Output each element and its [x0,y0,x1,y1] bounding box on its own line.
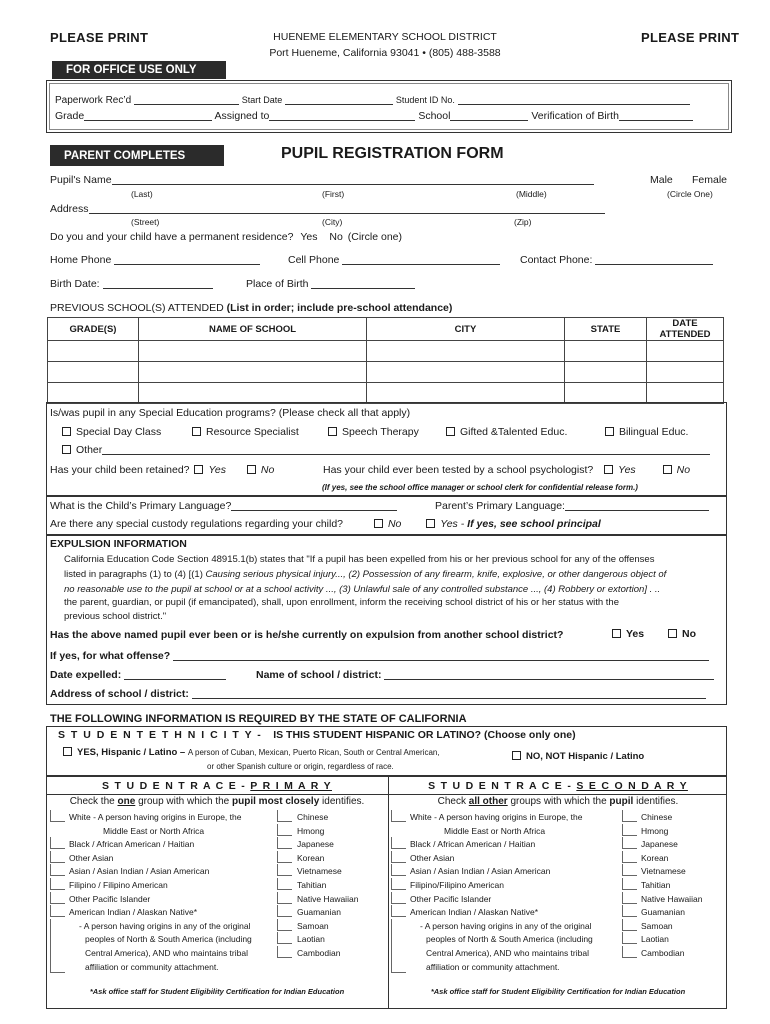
expelled-yes[interactable]: Yes [612,628,644,640]
office-row-2 [55,110,693,122]
race-subgroup-label: Laotian [297,934,325,945]
checkbox[interactable] [446,427,455,436]
custody-question: Are there any special custody regulations regarding your child? [50,518,344,530]
form-title: PUPIL REGISTRATION FORM [281,145,504,162]
race-checkbox[interactable] [277,892,292,904]
race-checkbox[interactable] [391,864,406,876]
secondary-race-instructions: Check all other groups with which the pupil identifies. [437,796,679,807]
expulsion-text-line-5: previous school district." [64,611,167,622]
race-subgroup-label: Native Hawaiian [641,893,703,904]
state-title: THE FOLLOWING INFORMATION IS REQUIRED BY THE STATE OF CALIFORNIA [50,713,467,725]
pupil-name-row [50,174,594,186]
race-checkbox[interactable] [622,946,637,958]
custody-no-label: No [387,518,402,530]
race-checkbox[interactable] [622,851,637,863]
cell-phone-field[interactable] [342,255,500,265]
expulsion-title: EXPULSION INFORMATION [50,538,187,550]
zip-caption: (Zip) [514,217,532,227]
checkbox[interactable] [605,427,614,436]
retained-no-checkbox[interactable] [247,465,256,474]
race-checkbox[interactable] [391,892,406,904]
other-field[interactable] [102,445,710,455]
district-name: HUENEME ELEMENTARY SCHOOL DISTRICT [273,31,497,43]
race-option-label: peoples of North & South America (including [426,934,593,945]
race-checkbox[interactable] [622,837,637,849]
race-checkbox[interactable] [277,932,292,944]
retained-yes-label: Yes [208,464,226,476]
psych-yes-checkbox[interactable] [604,465,613,474]
school-district-row [256,669,714,681]
race-checkbox[interactable] [622,878,637,890]
cell-phone-label: Cell Phone [288,254,340,266]
race-subgroup-label: Vietnamese [297,866,342,877]
hispanic-yes-desc: or other Spanish culture or origin, regardless of race. [207,762,394,771]
address-label: Address [50,203,89,215]
pupil-name-field[interactable] [112,175,594,185]
student-id-field[interactable] [458,95,690,105]
col-grades: GRADE(S) [48,318,139,341]
race-subgroup-label: Tahitian [297,880,327,890]
female-option[interactable]: Female [692,174,728,186]
race-option-label: Middle East or North Africa [444,825,546,836]
street-caption: (Street) [131,217,160,227]
home-phone-field[interactable] [114,255,260,265]
race-checkbox[interactable] [622,905,637,917]
race-checkbox[interactable] [391,919,406,973]
retained-question: Has your child been retained? [50,464,190,476]
race-option-label: Black / African American / Haitian [410,839,536,850]
pupil-name-label: Pupil's Name [50,174,112,186]
hispanic-no-option[interactable]: NO, NOT Hispanic / Latino [512,751,644,762]
col-date-attended: DATE ATTENDED [647,318,724,341]
race-checkbox[interactable] [622,864,637,876]
race-subgroup-label: Chinese [297,812,329,822]
expulsion-text-line-1: California Education Code Section 48915.1(b) states that "If a pupil has been expelled from his or her previous school for any of the offenses [64,554,655,565]
gifted-talented-option[interactable]: Gifted &Talented Educ. [446,426,567,438]
offense-field[interactable] [173,651,709,661]
expulsion-text-line-3: no reasonable use to the pupil at school or at a school activity ..., (3) Unlawful sale of any controlled substance ..., (4) Robbery or extortion] . .. [64,584,661,595]
race-checkbox[interactable] [50,864,65,876]
race-checkbox[interactable] [391,905,406,917]
race-option-label: affiliation or community attachment. [426,961,560,972]
home-phone-row [50,254,260,266]
race-option-label: Filipino / Filipino American [69,880,168,890]
race-subgroup-label: Cambodian [641,948,685,958]
resource-specialist-option[interactable]: Resource Specialist [192,426,299,438]
paperwork-field[interactable] [134,95,239,105]
race-checkbox[interactable] [622,932,637,944]
race-checkbox[interactable] [622,919,637,931]
please-print-right: PLEASE PRINT [641,30,740,45]
race-option-label: Other Asian [410,852,455,863]
race-subgroup-label: Native Hawaiian [297,893,359,904]
other-option[interactable]: Other [62,444,710,456]
race-option-label: peoples of North & South America (including [85,934,252,945]
parent-language-label: Parent’s Primary Language: [435,500,565,512]
table-header-row [48,318,724,341]
permanent-residence-row [50,231,402,243]
race-subgroup-label: Samoan [297,920,329,931]
race-checkbox[interactable] [50,878,65,890]
race-subgroup-label: Vietnamese [641,866,686,877]
race-checkbox[interactable] [277,905,292,917]
previous-schools-table [47,317,724,404]
office-use-box [46,80,732,133]
race-option-label: affiliation or community attachment. [85,961,219,972]
psych-yes-label: Yes [618,464,636,476]
primary-language-row [50,500,397,512]
race-checkbox[interactable] [391,810,406,822]
col-city: CITY [367,318,565,341]
race-subgroup-label: Samoan [641,920,673,931]
secondary-race-title: S T U D E N T R A C E - S E C O N D A R Y [428,780,688,792]
previous-schools-heading [50,302,452,314]
race-option-label: Central America), AND who maintains tribal [426,948,589,958]
student-id-label: Student ID No. [395,95,455,105]
school-address-label: Address of school / district: [50,688,189,700]
hispanic-yes-option[interactable]: YES, Hispanic / Latino – A person of Cuban, Mexican, Puerto Rican, South or Central American, [63,747,440,758]
race-option-label: Central America), AND who maintains tribal [85,948,248,958]
first-caption: (First) [322,189,345,199]
race-option-label: Other Pacific Islander [69,893,151,904]
race-option-label: Middle East or North Africa [103,825,205,836]
primary-race-title: S T U D E N T R A C E - P R I M A R Y [102,780,332,792]
circle-one-caption: (Circle One) [667,189,713,199]
cell-phone-row [288,254,500,266]
retained-row [50,464,274,476]
hispanic-no-checkbox[interactable] [512,751,521,760]
race-checkbox[interactable] [277,837,292,849]
race-divider [388,776,389,1009]
checkbox[interactable] [328,427,337,436]
office-row-1 [55,95,690,106]
hispanic-yes-checkbox[interactable] [63,747,72,756]
assigned-to-label: Assigned to [214,110,270,122]
contact-phone-field[interactable] [595,255,713,265]
ethnicity-row [58,729,576,741]
race-subgroup-label: Laotian [641,934,669,945]
previous-schools-note: (List in order; include pre-school attendance) [226,302,453,314]
race-checkbox[interactable] [277,946,292,958]
primary-footnote: *Ask office staff for Student Eligibility Certification for Indian Education [89,987,345,996]
race-checkbox[interactable] [277,864,292,876]
race-header-line [46,794,727,795]
previous-schools-label: PREVIOUS SCHOOL(S) ATTENDED [50,302,224,314]
permanent-yes[interactable]: Yes [300,231,318,243]
race-subgroup-label: Chinese [641,812,673,822]
ethnicity-label: S T U D E N T E T H N I C I T Y - [58,729,263,741]
psych-question: Has your child ever been tested by a school psychologist? [323,464,594,476]
race-option-label: White - A person having origins in Europe, the [410,812,583,822]
expelled-no[interactable]: No [668,628,696,640]
race-subgroup-label: Guamanian [297,907,341,918]
custody-yes-note: If yes, see school principal [467,518,601,530]
race-checkbox[interactable] [50,851,65,863]
school-address-row [50,688,706,700]
race-option-label: Black / African American / Haitian [69,839,195,850]
custody-row [50,518,601,530]
race-checkbox[interactable] [277,919,292,931]
race-checkbox[interactable] [277,810,292,822]
table-row[interactable] [48,341,724,362]
secondary-footnote: *Ask office staff for Student Eligibility Certification for Indian Education [430,987,686,996]
race-checkbox[interactable] [50,892,65,904]
race-option-label: Asian / Asian Indian / Asian American [410,866,551,877]
table-row[interactable] [48,383,724,404]
speech-therapy-option[interactable]: Speech Therapy [328,426,419,438]
school-district-label: Name of school / district: [256,669,382,681]
bilingual-option[interactable]: Bilingual Educ. [605,426,688,438]
home-phone-label: Home Phone [50,254,112,266]
race-option-label: American Indian / Alaskan Native* [69,907,198,918]
checkbox[interactable] [62,445,71,454]
offense-row [50,650,709,662]
race-subgroup-label: Japanese [297,839,334,850]
birth-place-label: Place of Birth [246,278,309,290]
start-date-label: Start Date [241,95,283,105]
psych-no-label: No [676,464,691,476]
parent-language-row [435,500,709,512]
ethnicity-question: IS THIS STUDENT HISPANIC OR LATINO? (Choose only one) [273,729,576,741]
permanent-no[interactable]: No [329,231,343,243]
special-ed-question: Is/was pupil in any Special Education programs? (Please check all that apply) [50,407,411,419]
middle-caption: (Middle) [516,189,547,199]
psych-note: (If yes, see the school office manager or school clerk for confidential release form.) [322,483,638,492]
school-district-field[interactable] [384,670,714,680]
date-expelled-field[interactable] [124,670,226,680]
race-checkbox[interactable] [622,810,637,822]
please-print-left: PLEASE PRINT [50,30,149,45]
verification-label: Verification of Birth [531,110,619,122]
race-checkbox[interactable] [277,851,292,863]
permanent-question: Do you and your child have a permanent residence? [50,231,294,243]
race-option-label: White - A person having origins in Europe, the [69,812,242,822]
birth-date-row [50,278,213,290]
race-subgroup-label: Hmong [641,825,669,836]
custody-yes-checkbox[interactable] [426,519,435,528]
race-subgroup-label: Guamanian [641,907,685,918]
date-expelled-row [50,669,226,681]
school-field[interactable] [450,111,528,121]
permanent-circle: (Circle one) [347,231,403,243]
race-checkbox[interactable] [277,824,292,836]
custody-yes-label: Yes - [440,518,465,530]
male-option[interactable]: Male [650,174,673,186]
grade-field[interactable] [84,111,212,121]
school-label: School [418,110,451,122]
verification-field[interactable] [619,111,693,121]
date-expelled-label: Date expelled: [50,669,122,681]
checkbox[interactable] [192,427,201,436]
race-subgroup-label: Japanese [641,839,678,850]
offense-label: If yes, for what offense? [50,650,171,662]
race-checkbox[interactable] [391,851,406,863]
birth-date-field[interactable] [103,279,213,289]
address-field[interactable] [89,204,605,214]
retained-yes-checkbox[interactable] [194,465,203,474]
race-option-label: Asian / Asian Indian / Asian American [69,866,210,877]
district-address: Port Hueneme, California 93041 • (805) 488-3588 [269,47,501,59]
race-option-label: Other Asian [69,852,114,863]
race-subgroup-label: Hmong [297,825,325,836]
primary-language-field[interactable] [231,501,397,511]
race-checkbox[interactable] [50,810,65,822]
race-checkbox[interactable] [391,837,406,849]
primary-language-question: What is the Child’s Primary Language? [50,500,232,512]
grade-label: Grade [55,110,85,122]
col-state: STATE [565,318,647,341]
school-address-field[interactable] [192,689,706,699]
race-option-label: - A person having origins in any of the original [420,920,592,931]
start-date-field[interactable] [285,95,393,105]
retained-no-label: No [260,464,275,476]
psych-no-checkbox[interactable] [663,465,672,474]
race-checkbox[interactable] [50,905,65,917]
office-use-label: FOR OFFICE USE ONLY [52,61,226,79]
contact-phone-row [520,254,713,266]
expelled-question: Has the above named pupil ever been or is he/she currently on expulsion from another school district? [50,629,564,641]
primary-race-instructions: Check the one group with which the pupil most closely identifies. [69,796,365,807]
race-checkbox[interactable] [622,892,637,904]
checkbox[interactable] [62,427,71,436]
psych-row [323,464,690,476]
address-row [50,203,605,215]
custody-no-checkbox[interactable] [374,519,383,528]
special-day-class-option[interactable]: Special Day Class [62,426,161,438]
race-subgroup-label: Korean [641,852,669,863]
race-option-label: American Indian / Alaskan Native* [410,907,539,918]
last-caption: (Last) [131,189,153,199]
race-option-label: Filipino/Filipino American [410,880,505,890]
birth-place-row [246,278,415,290]
race-checkbox[interactable] [277,878,292,890]
race-option-label: - A person having origins in any of the original [79,920,251,931]
birth-place-field[interactable] [311,279,415,289]
race-checkbox[interactable] [50,837,65,849]
race-subgroup-label: Korean [297,852,325,863]
city-caption: (City) [322,217,343,227]
race-subgroup-label: Tahitian [641,880,671,890]
race-subgroup-label: Cambodian [297,948,341,958]
contact-phone-label: Contact Phone: [520,254,593,266]
birth-date-label: Birth Date: [50,278,100,290]
parent-language-field[interactable] [565,501,709,511]
race-option-label: Other Pacific Islander [410,893,492,904]
paperwork-label: Paperwork Rec’d [55,95,132,106]
parent-completes-label: PARENT COMPLETES [50,145,224,166]
col-school-name: NAME OF SCHOOL [139,318,367,341]
expulsion-text-line-4: the parent, guardian, or pupil (if emancipated), shall, upon enrollment, inform the receiving school district of his or her status with the [64,597,619,608]
table-row[interactable] [48,362,724,383]
race-checkbox[interactable] [50,919,65,973]
expulsion-text-line-2: listed in paragraphs (1) to (4) [(1) Causing serious physical injury..., (2) Possession of any firearm, knife, explosive, or other dangerous object of [64,569,667,580]
race-checkbox[interactable] [391,878,406,890]
race-checkbox[interactable] [622,824,637,836]
assigned-to-field[interactable] [269,111,415,121]
